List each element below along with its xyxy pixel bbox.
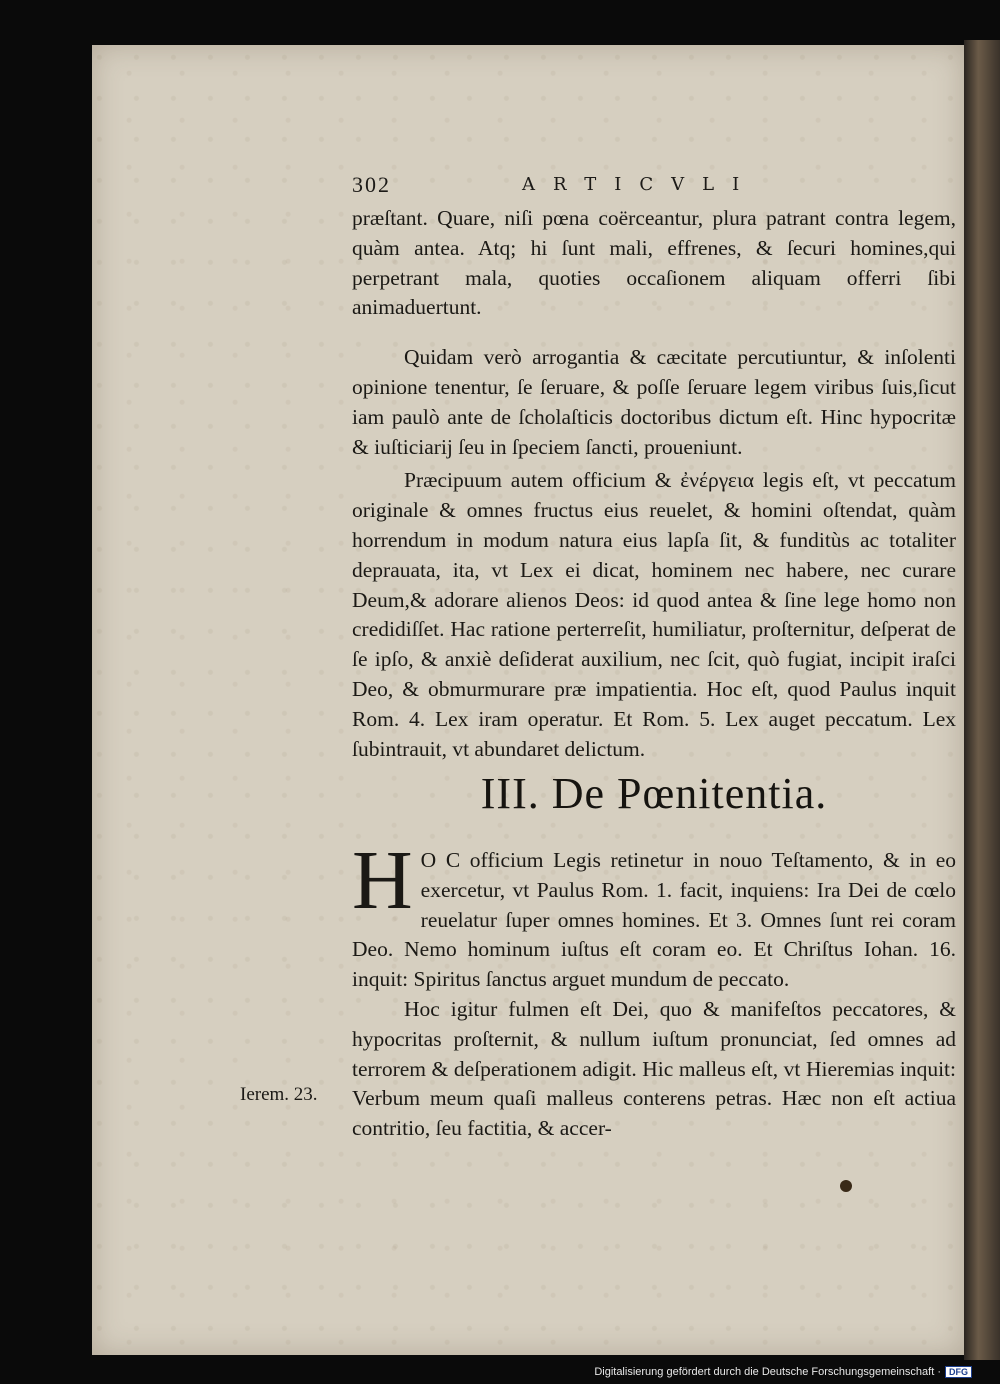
paragraph-section-1-text: O C officium Legis retinetur in nouo Teſtamento, & in eo exercetur, vt Paulus Rom. 1. facit, inquiens: Ira Dei de cœlo reuelatur ſuper omnes homines. Et 3. Omnes ſunt rei coram Deo. Nemo hominum iuſtus eſt coram eo. Et Chriſtus Iohan. 16. inquit: Spiritus ſanctus arguet mundum de peccato. (352, 848, 956, 992)
dfg-logo: DFG (945, 1366, 972, 1378)
text-block-top (352, 204, 956, 764)
section-heading: III. De Pœnitentia. (480, 769, 828, 818)
paragraph-section-1 (352, 834, 956, 995)
paragraph-1: præſtant. Quare, niſi pœna coërceantur, plura patrant contra legem, quàm antea. Atq; hi ſunt mali, effrenes, & ſecuri homines,qui perpetrant mala, quoties occaſionem aliquam offerri ſibi animaduertunt. (352, 206, 956, 320)
paragraph-3: Præcipuum autem officium & ἐνέργεια legis eſt, vt peccatum originale & omnes fructus eius reuelet, & homini oſtendat, quàm horrendum in modum natura eius lapſa ſit, & funditùs ac totaliter deprauata, ita, vt Lex ei dicat, hominem nec habere, nec curare Deum,& adorare alienos Deos: id quod antea & ſine lege homo non credidiſſet. Hac ratione perterreſit, humiliatur, proſternitur, deſperat de ſe ipſo, & anxiè deſiderat auxilium, nec ſcit, quò fugiat, incipit iraſci Deo, & obmurmurare præ impatientia. Hoc eſt, quod Paulus inquit Rom. 4. Lex iram operatur. Et Rom. 5. Lex auget peccatum. Lex ſubintrauit, vt abundaret delictum. (352, 468, 956, 761)
digitization-footer (594, 1366, 972, 1378)
paragraph-2: Quidam verò arrogantia & cæcitate percutiuntur, & inſolenti opinione tenentur, ſe ſeruare, & poſſe ſeruare legem viribus ſuis,ſicut iam paulò ante de ſcholaſticis doctoribus dictum eſt. Hinc hypocritæ & iuſticiarij ſeu in ſpeciem ſancti, proueniunt. (352, 345, 956, 459)
book-spine (964, 40, 1000, 1360)
paragraph-section-2: Hoc igitur fulmen eſt Dei, quo & manifeſtos peccatores, & hypocritas proſternit, & nullum iuſtum pronunciat, ſed omnes ad terrorem & deſperationem adigit. Hic malleus eſt, vt Hieremias inquit: Verbum meum quaſi malleus conterens petras. Hæc non eſt actiua contritio, ſeu factitia, & accer- (352, 996, 956, 1141)
page-number: 302 (352, 172, 391, 197)
drop-cap: H (352, 834, 413, 927)
text-block-section (352, 834, 956, 1144)
margin-note: Ierem. 23. (240, 1084, 318, 1105)
ink-spot (840, 1180, 852, 1192)
footer-credit: Digitalisierung gefördert durch die Deutsche Forschungsgemeinschaft · (594, 1366, 941, 1378)
running-title: ARTICVLI (522, 174, 758, 195)
